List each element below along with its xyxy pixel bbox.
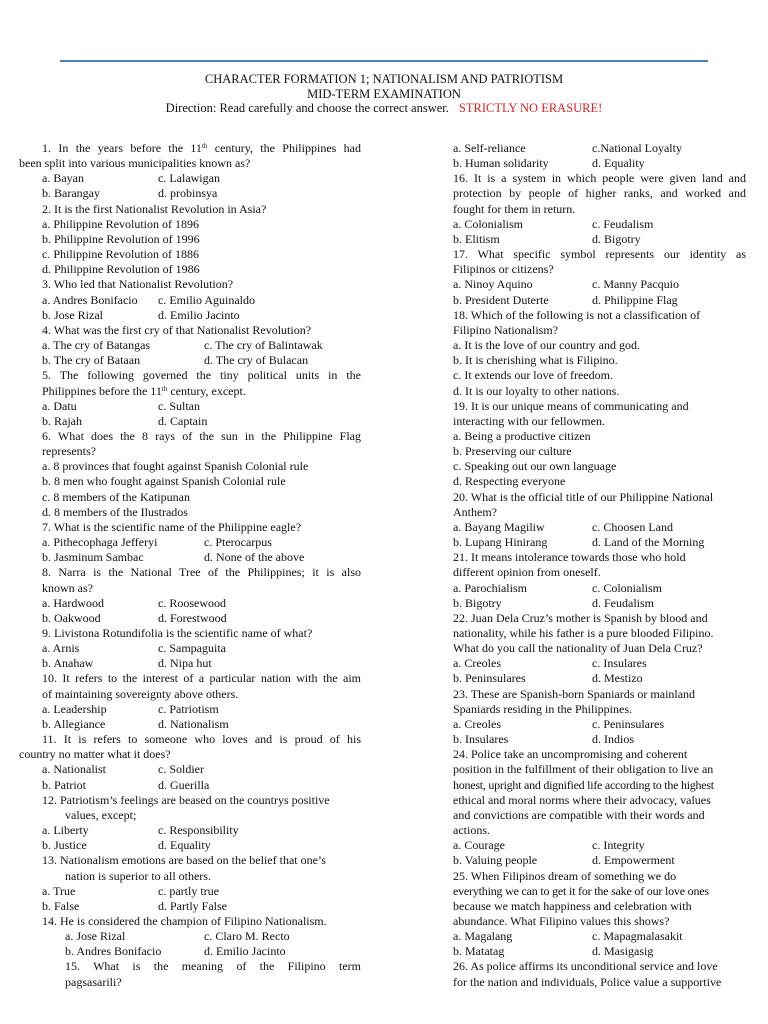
question-16-cont: fought for them in return. bbox=[453, 201, 576, 216]
question-21-cont: different opinion from oneself. bbox=[453, 565, 601, 580]
exam-title: CHARACTER FORMATION 1; NATIONALISM AND PATRIOTISM bbox=[204, 72, 564, 86]
option[interactable]: d. Partly False bbox=[158, 898, 227, 913]
exam-direction bbox=[0, 101, 768, 116]
option[interactable]: b. Preserving our culture bbox=[453, 444, 572, 459]
option[interactable]: c. Integrity bbox=[592, 838, 645, 853]
question-22-options-bd bbox=[453, 671, 746, 686]
option[interactable]: c. Pterocarpus bbox=[204, 535, 272, 550]
option[interactable]: d. probinsya bbox=[158, 186, 218, 201]
question-21: 21. It means intolerance towards those who hold bbox=[453, 550, 686, 565]
question-25-options-ac bbox=[453, 929, 746, 944]
option[interactable]: c. Sampaguita bbox=[158, 641, 226, 656]
question-23-options-ac bbox=[453, 717, 746, 732]
option[interactable]: d. 8 members of the Ilustrados bbox=[42, 504, 188, 519]
direction-text: Direction: Read carefully and choose the correct answer. bbox=[165, 101, 449, 115]
exam-subtitle: MID-TERM EXAMINATION bbox=[307, 86, 461, 101]
question-17: 17. What specific symbol represents our identity as bbox=[453, 247, 746, 262]
question-12: 12. Patriotism’s feelings are beased on the countrys positive bbox=[42, 792, 330, 807]
option[interactable]: c. Responsibility bbox=[158, 823, 239, 838]
option[interactable]: a. Ninoy Aquino bbox=[453, 277, 533, 292]
question-24: 24. Police take an uncompromising and coherent bbox=[453, 747, 688, 762]
option[interactable]: c. Philippine Revolution of 1886 bbox=[42, 247, 199, 262]
option[interactable]: b. Valuing people bbox=[453, 853, 538, 868]
option[interactable]: c. The cry of Balintawak bbox=[204, 338, 323, 353]
option[interactable]: d. Philippine Revolution of 1986 bbox=[42, 262, 200, 277]
option[interactable]: d. Philippine Flag bbox=[592, 292, 678, 307]
question-12-cont: values, except; bbox=[65, 807, 137, 822]
question-20-options-bd bbox=[453, 535, 746, 550]
question-20-options-ac bbox=[453, 520, 746, 535]
exam-header bbox=[0, 72, 768, 116]
question-19: 19. It is our unique means of communicating and bbox=[453, 398, 689, 413]
option[interactable]: b. Human solidarity bbox=[453, 156, 549, 171]
option[interactable]: b. It is cherishing what is Filipino. bbox=[453, 353, 618, 368]
question-20-cont: Anthem? bbox=[453, 504, 497, 519]
question-10-options-ac bbox=[19, 702, 361, 717]
question-13: 13. Nationalism emotions are based on the belief that one’s bbox=[42, 853, 326, 868]
option[interactable]: a. Liberty bbox=[42, 823, 89, 838]
header-rule bbox=[60, 60, 708, 62]
question-15-options-bd bbox=[453, 156, 746, 171]
option[interactable]: a. Nationalist bbox=[42, 762, 106, 777]
option[interactable]: c.National Loyalty bbox=[592, 141, 682, 155]
question-3-options-ac bbox=[19, 293, 361, 308]
question-24-cont: honest, upright and dignified life according to the highest bbox=[453, 777, 714, 792]
option[interactable]: b. Allegiance bbox=[42, 716, 106, 731]
question-6: 6. What does the 8 rays of the sun in the Philippine Flag bbox=[42, 428, 361, 443]
question-4: 4. What was the first cry of that Nationalist Revolution? bbox=[42, 322, 312, 337]
question-4-options-bd bbox=[19, 353, 361, 368]
option[interactable]: c. Sultan bbox=[158, 398, 200, 413]
option[interactable]: c. Mapagmalasakit bbox=[592, 929, 683, 944]
question-11-options-ac bbox=[19, 762, 361, 777]
question-13-options-bd bbox=[19, 899, 361, 914]
option[interactable]: a. Pithecophaga Jefferyi bbox=[42, 535, 158, 550]
question-20: 20. What is the official title of our Philippine National bbox=[453, 489, 714, 504]
option[interactable]: a. It is the love of our country and god. bbox=[453, 338, 640, 353]
question-3-options-bd bbox=[19, 308, 361, 323]
option[interactable]: b. Anahaw bbox=[42, 656, 94, 671]
option[interactable]: b. Barangay bbox=[42, 186, 100, 201]
option[interactable]: a. Leadership bbox=[42, 701, 107, 716]
option[interactable]: b. Jose Rizal bbox=[42, 307, 103, 322]
question-1: 1. In the years before the 11th century, the Philippines had bbox=[42, 141, 361, 155]
option[interactable]: d. Guerilla bbox=[158, 777, 210, 792]
option[interactable]: b. The cry of Bataan bbox=[42, 353, 141, 368]
question-11: 11. It is refers to someone who loves and is proud of his bbox=[42, 732, 361, 747]
option[interactable]: a. The cry of Batangas bbox=[42, 338, 151, 353]
option[interactable]: a. Jose Rizal bbox=[65, 929, 126, 944]
option[interactable]: d. Mestizo bbox=[592, 671, 643, 686]
question-25: 25. When Filipinos dream of something we do bbox=[453, 868, 677, 883]
option[interactable]: a. Self-reliance bbox=[453, 141, 526, 155]
question-11-cont: country no matter what it does? bbox=[19, 747, 171, 762]
question-7: 7. What is the scientific name of the Philippine eagle? bbox=[42, 519, 302, 534]
option[interactable]: b. Oakwood bbox=[42, 610, 101, 625]
question-7-options-bd bbox=[19, 550, 361, 565]
option[interactable]: c. Insulares bbox=[592, 656, 647, 671]
question-5-options-bd bbox=[19, 414, 361, 429]
question-15: 15. What is the meaning of the Filipino term bbox=[65, 959, 361, 974]
option[interactable]: a. Bayang Magiliw bbox=[453, 519, 545, 534]
option[interactable]: d. Nipa hut bbox=[158, 656, 212, 671]
question-23-options-bd bbox=[453, 732, 746, 747]
question-9-options-ac bbox=[19, 641, 361, 656]
option[interactable]: d. None of the above bbox=[204, 550, 305, 565]
question-11-options-bd bbox=[19, 778, 361, 793]
option[interactable]: d. Captain bbox=[158, 413, 208, 428]
option[interactable]: c. It extends our love of freedom. bbox=[453, 368, 613, 383]
question-25-cont: everything we can to get it for the sake of our love ones bbox=[453, 883, 709, 898]
option[interactable]: a. Creoles bbox=[453, 656, 501, 671]
option[interactable]: a. Arnis bbox=[42, 641, 80, 656]
question-8: 8. Narra is the National Tree of the Philippines; it is also bbox=[42, 565, 361, 580]
question-23-cont: Spaniards residing in the Philippines. bbox=[453, 701, 632, 716]
question-6-cont: represents? bbox=[42, 444, 96, 459]
question-14-options-bd bbox=[19, 944, 361, 959]
option[interactable]: d. Emilio Jacinto bbox=[204, 944, 286, 959]
option[interactable]: d. Feudalism bbox=[592, 595, 654, 610]
question-8-cont: known as? bbox=[42, 580, 93, 595]
question-17-cont: Filipinos or citizens? bbox=[453, 262, 554, 277]
question-1-options-bd bbox=[19, 186, 361, 201]
option[interactable]: d. Masigasig bbox=[592, 944, 654, 959]
question-24-options-ac bbox=[453, 838, 746, 853]
question-21-options-ac bbox=[453, 581, 746, 596]
option[interactable]: a. Bayan bbox=[42, 171, 84, 186]
option[interactable]: a. Datu bbox=[42, 398, 77, 413]
option[interactable]: b. Justice bbox=[42, 838, 87, 853]
question-22-cont: nationality, while his father is a pure blooded Filipino. bbox=[453, 626, 714, 640]
question-23: 23. These are Spanish-born Spaniards or mainland bbox=[453, 686, 696, 701]
option[interactable]: a. 8 provinces that fought against Spanish Colonial rule bbox=[42, 459, 309, 474]
question-13-options-ac bbox=[19, 884, 361, 899]
question-26: 26. As police affirms its unconditional service and love bbox=[453, 959, 718, 974]
option[interactable]: c. partly true bbox=[158, 883, 219, 898]
question-16-options-ac bbox=[453, 217, 746, 232]
option[interactable]: c. Choosen Land bbox=[592, 519, 673, 534]
option[interactable]: b. Insulares bbox=[453, 732, 509, 747]
option[interactable]: c. Soldier bbox=[158, 762, 204, 777]
question-4-options-ac bbox=[19, 338, 361, 353]
question-21-options-bd bbox=[453, 596, 746, 611]
option[interactable]: a. Andres Bonifacio bbox=[42, 292, 138, 307]
option[interactable]: c. Claro M. Recto bbox=[204, 929, 290, 944]
option[interactable]: a. Colonialism bbox=[453, 216, 523, 231]
question-5: 5. The following governed the tiny political units in the bbox=[42, 368, 361, 383]
option[interactable]: a. Being a productive citizen bbox=[453, 428, 591, 443]
question-7-options-ac bbox=[19, 535, 361, 550]
question-17-options-ac bbox=[453, 277, 746, 292]
option[interactable]: d. Equality bbox=[592, 156, 645, 171]
option[interactable]: b. 8 men who fought against Spanish Colonial rule bbox=[42, 474, 286, 489]
question-24-cont: actions. bbox=[453, 823, 490, 838]
question-12-options-bd bbox=[19, 838, 361, 853]
question-15-cont: pagsasarili? bbox=[65, 974, 122, 989]
option[interactable]: b. Andres Bonifacio bbox=[65, 944, 162, 959]
option[interactable]: c. 8 members of the Katipunan bbox=[42, 489, 190, 504]
option[interactable]: c. Speaking out our own language bbox=[453, 459, 617, 474]
option[interactable]: d. Nationalism bbox=[158, 716, 229, 731]
question-24-cont: position in the fulfillment of their obligation to live an bbox=[453, 762, 714, 777]
option[interactable]: b. Elitism bbox=[453, 231, 500, 246]
option[interactable]: a. Hardwood bbox=[42, 595, 104, 610]
question-25-options-bd bbox=[453, 944, 746, 959]
question-16-options-bd bbox=[453, 232, 746, 247]
question-10-options-bd bbox=[19, 717, 361, 732]
question-18-cont: Filipino Nationalism? bbox=[453, 322, 558, 337]
option[interactable]: a. True bbox=[42, 883, 76, 898]
question-25-cont: because we match happiness and celebration with bbox=[453, 898, 692, 913]
question-1-cont: been split into various municipalities known as? bbox=[19, 156, 251, 171]
question-16-cont: protection by people of higher ranks, and worked and bbox=[453, 186, 746, 201]
option[interactable]: b. Rajah bbox=[42, 413, 82, 428]
question-8-options-ac bbox=[19, 596, 361, 611]
question-16: 16. It is a system in which people were given land and bbox=[453, 171, 746, 186]
question-18: 18. Which of the following is not a classification of bbox=[453, 307, 701, 322]
option[interactable]: c. Manny Pacquio bbox=[592, 277, 679, 292]
option[interactable]: b. Lupang Hinirang bbox=[453, 535, 548, 550]
question-3: 3. Who led that Nationalist Revolution? bbox=[42, 277, 234, 292]
option[interactable]: d. Land of the Morning bbox=[592, 535, 705, 550]
question-24-cont: and convictions are compatible with their words and bbox=[453, 807, 705, 822]
right-column bbox=[453, 141, 746, 990]
question-12-options-ac bbox=[19, 823, 361, 838]
question-13-cont: nation is superior to all others. bbox=[65, 868, 211, 883]
option[interactable]: d. Equality bbox=[158, 838, 211, 853]
option[interactable]: d. Respecting everyone bbox=[453, 474, 566, 489]
question-22-cont: What do you call the nationality of Juan Dela Cruz? bbox=[453, 641, 703, 656]
option[interactable]: d. The cry of Bulacan bbox=[204, 353, 309, 368]
question-22-options-ac bbox=[453, 656, 746, 671]
question-24-options-bd bbox=[453, 853, 746, 868]
option[interactable]: b. Jasminum Sambac bbox=[42, 550, 144, 565]
question-14: 14. He is considered the champion of Filipino Nationalism. bbox=[42, 913, 327, 928]
option[interactable]: c. Patriotism bbox=[158, 701, 219, 716]
option[interactable]: b. Peninsulares bbox=[453, 671, 526, 686]
option[interactable]: a. Creoles bbox=[453, 716, 501, 731]
option[interactable]: d. Emilio Jacinto bbox=[158, 307, 240, 322]
question-2: 2. It is the first Nationalist Revolution in Asia? bbox=[42, 201, 267, 216]
option[interactable]: c. Emilio Aguinaldo bbox=[158, 292, 255, 307]
option[interactable]: c. Peninsulares bbox=[592, 716, 664, 731]
option[interactable]: b. Patriot bbox=[42, 777, 86, 792]
option[interactable]: d. Empowerment bbox=[592, 853, 675, 868]
question-26-cont: for the nation and individuals, Police value a supportive bbox=[453, 974, 722, 989]
question-9: 9. Livistona Rotundifolia is the scientific name of what? bbox=[42, 626, 313, 640]
question-5-cont: Philippines before the 11th century, except. bbox=[42, 383, 246, 398]
option[interactable]: b. President Duterte bbox=[453, 292, 549, 307]
question-1-options-ac bbox=[19, 171, 361, 186]
option[interactable]: a. Parochialism bbox=[453, 580, 527, 595]
question-19-cont: interacting with our fellowmen. bbox=[453, 413, 605, 428]
option[interactable]: b. Matatag bbox=[453, 944, 505, 959]
question-5-options-ac bbox=[19, 399, 361, 414]
question-17-options-bd bbox=[453, 293, 746, 308]
option[interactable]: b. Philippine Revolution of 1996 bbox=[42, 231, 200, 246]
question-9-options-bd bbox=[19, 656, 361, 671]
option[interactable]: d. Indios bbox=[592, 732, 634, 747]
question-10: 10. It refers to the interest of a particular nation with the aim bbox=[42, 671, 361, 686]
left-column bbox=[19, 141, 361, 990]
no-erasure-warning: STRICTLY NO ERASURE! bbox=[458, 101, 603, 115]
option[interactable]: b. False bbox=[42, 898, 80, 913]
question-14-options-ac bbox=[19, 929, 361, 944]
option[interactable]: a. Courage bbox=[453, 838, 505, 853]
option[interactable]: c. Lalawigan bbox=[158, 171, 220, 186]
option[interactable]: a. Philippine Revolution of 1896 bbox=[42, 216, 199, 231]
question-8-options-bd bbox=[19, 611, 361, 626]
option[interactable]: a. Magalang bbox=[453, 929, 513, 944]
option[interactable]: d. Forestwood bbox=[158, 610, 227, 625]
option[interactable]: c. Roosewood bbox=[158, 595, 226, 610]
option[interactable]: d. Bigotry bbox=[592, 231, 641, 246]
question-24-cont: ethical and moral norms where their advocacy, values bbox=[453, 792, 711, 807]
question-15-options-ac bbox=[453, 141, 746, 156]
option[interactable]: d. It is our loyalty to other nations. bbox=[453, 383, 620, 398]
option[interactable]: c. Feudalism bbox=[592, 216, 654, 231]
question-10-cont: of maintaining sovereignty above others. bbox=[42, 686, 239, 701]
option[interactable]: c. Colonialism bbox=[592, 580, 662, 595]
question-22: 22. Juan Dela Cruz’s mother is Spanish by blood and bbox=[453, 610, 708, 625]
question-25-cont: abundance. What Filipino values this shows? bbox=[453, 913, 670, 928]
option[interactable]: b. Bigotry bbox=[453, 595, 502, 610]
